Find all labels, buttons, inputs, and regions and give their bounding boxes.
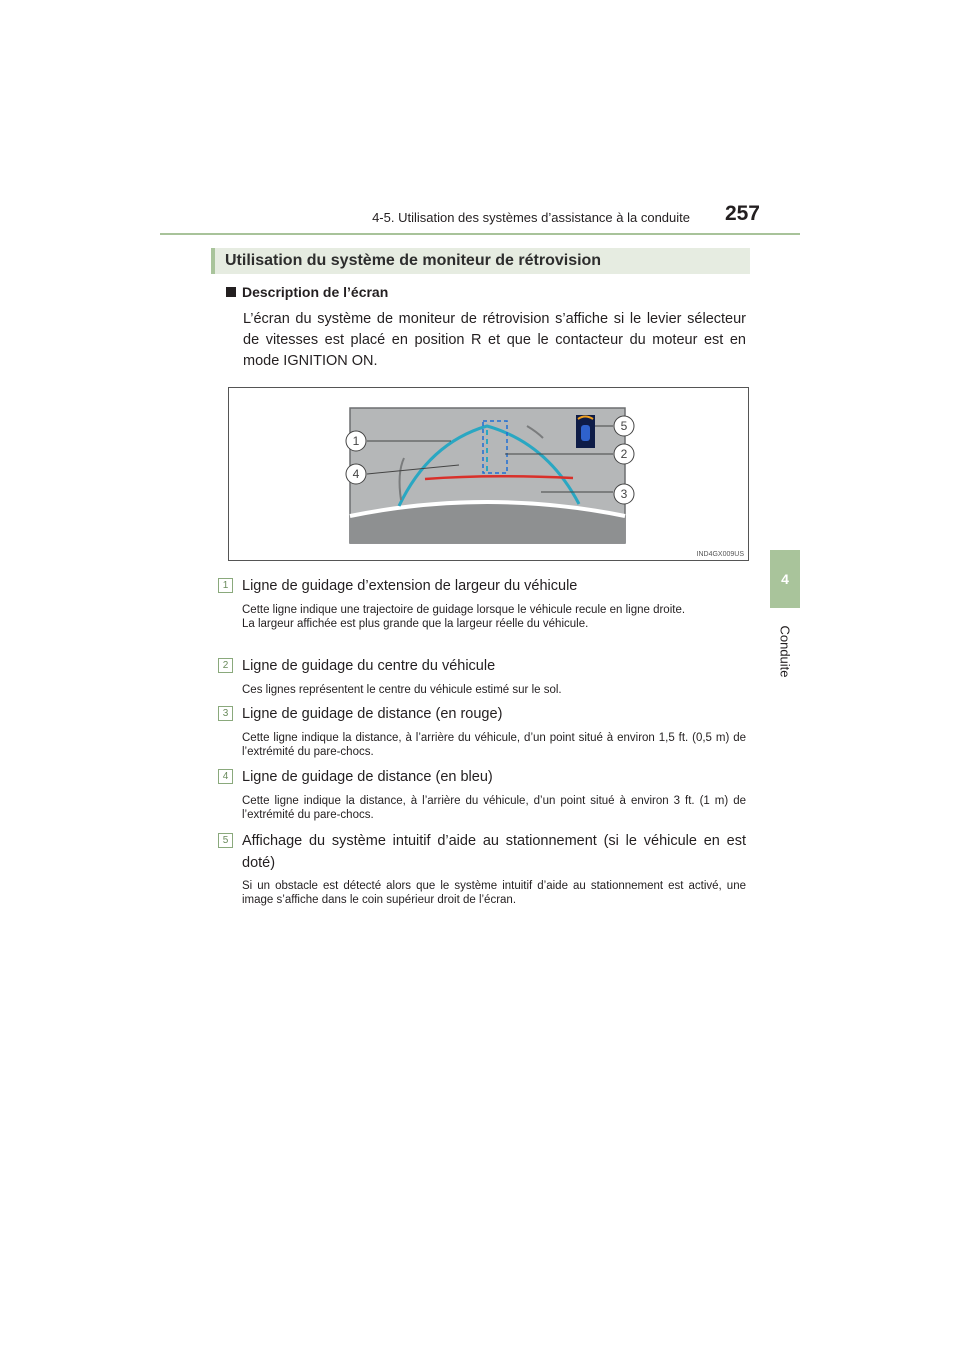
- chapter-tab-number: 4: [770, 550, 800, 608]
- page-number: 257: [724, 202, 760, 225]
- item-title: Ligne de guidage d’extension de largeur du véhicule: [242, 578, 578, 594]
- callout-label-5: 5: [620, 419, 628, 433]
- callout-label-2: 2: [620, 447, 628, 461]
- item-number-badge: 2: [218, 658, 233, 673]
- section-heading: [211, 248, 750, 274]
- item-description: Cette ligne indique la distance, à l’arrière du véhicule, d’un point situé à environ 1,5 ft. (0,5 m) de l’extrémité du pare-chocs.: [242, 732, 746, 758]
- item-number-badge: 5: [218, 833, 233, 848]
- item-description: Cette ligne indique la distance, à l’arrière du véhicule, d’un point situé à environ 3 ft. (1 m) de l’extrémité du pare-chocs.: [242, 795, 746, 821]
- callout-label-4: 4: [352, 467, 360, 481]
- car-top-icon: [581, 425, 590, 441]
- item-number-badge: 3: [218, 706, 233, 721]
- item-title: Ligne de guidage du centre du véhicule: [242, 658, 496, 674]
- item-number-badge: 4: [218, 769, 233, 784]
- callout-label-1: 1: [352, 434, 360, 448]
- running-header: 4-5. Utilisation des systèmes d’assistance à la conduite: [372, 210, 690, 225]
- figure-code: IND4GX009US: [696, 551, 744, 558]
- item-description: Cette ligne indique une trajectoire de guidage lorsque le véhicule recule en ligne droite. La largeur affichée est plus grande que la largeur réelle du véhicule.: [242, 604, 686, 630]
- item-title: Affichage du système intuitif d’aide au stationnement (si le véhicule en est doté): [242, 833, 746, 871]
- header-divider: [160, 233, 800, 235]
- subsection-heading: [226, 284, 388, 300]
- item-number-badge: 1: [218, 578, 233, 593]
- item-description: Ces lignes représentent le centre du véhicule estimé sur le sol.: [242, 684, 562, 696]
- subsection-heading-text: Description de l’écran: [242, 284, 389, 300]
- callout-label-3: 3: [620, 487, 628, 501]
- monitor-illustration: [229, 388, 750, 562]
- chapter-tab-label-text: Conduite: [777, 624, 793, 678]
- item-description: Si un obstacle est détecté alors que le système intuitif d’aide au stationnement est activé, une image s’affiche dans le coin supérieur droit de l’écran.: [242, 880, 746, 906]
- item-title: Ligne de guidage de distance (en bleu): [242, 769, 493, 785]
- chapter-tab-label: [770, 616, 800, 686]
- square-bullet-icon: [226, 287, 236, 297]
- section-heading-text: Utilisation du système de moniteur de rétrovision: [225, 252, 602, 269]
- intro-paragraph: L’écran du système de moniteur de rétrovision s’affiche si le levier sélecteur de vitesses est placé en position R et que le contacteur du moteur est en mode IGNITION ON.: [243, 311, 746, 369]
- rear-view-monitor-figure: [228, 387, 749, 561]
- item-title: Ligne de guidage de distance (en rouge): [242, 706, 503, 722]
